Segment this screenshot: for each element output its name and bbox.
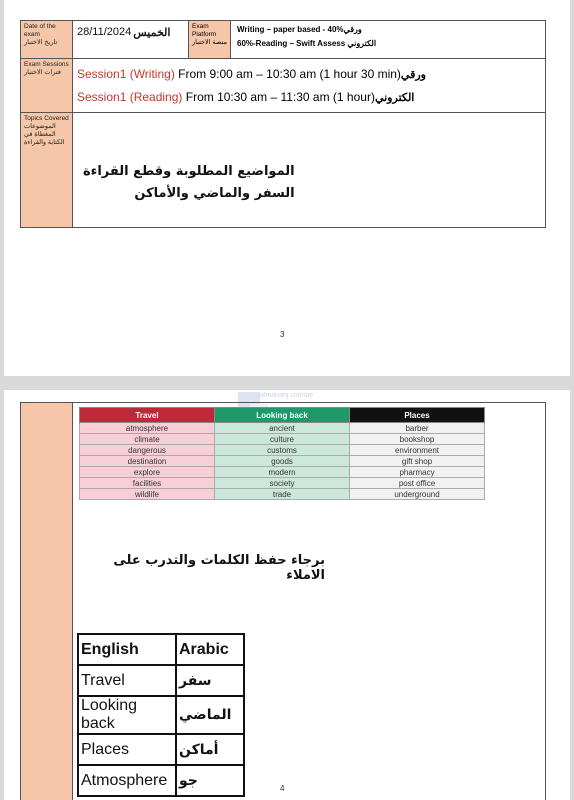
page-4 bbox=[4, 390, 570, 800]
vocab-section bbox=[20, 402, 546, 800]
memorize-note: برجاء حفظ الكلمات والتدرب على الاملاء bbox=[113, 553, 325, 583]
table-row bbox=[80, 489, 485, 500]
table-row bbox=[78, 765, 244, 796]
date-day: الخميس bbox=[133, 27, 171, 39]
page-number-3: 3 bbox=[280, 330, 285, 339]
vocab-cell: dangerous bbox=[80, 445, 215, 456]
vocab-cell: goods bbox=[215, 456, 350, 467]
vocab-cell: pharmacy bbox=[350, 467, 485, 478]
vocab-cell: environment bbox=[350, 445, 485, 456]
translation-header-row bbox=[78, 634, 244, 665]
translation-table bbox=[77, 633, 245, 797]
vocab-cell: atmosphere bbox=[80, 423, 215, 434]
date-label bbox=[21, 21, 73, 58]
vocab-header-looking-back: Looking back bbox=[215, 408, 350, 423]
date-label-en: Date of the exam bbox=[24, 23, 56, 38]
translation-english: Atmosphere bbox=[78, 765, 176, 796]
page-number-4: 4 bbox=[280, 784, 285, 793]
session-reading-name: Session1 (Reading) bbox=[77, 90, 183, 104]
translation-header-arabic: Arabic bbox=[176, 634, 244, 665]
vocab-cell: underground bbox=[350, 489, 485, 500]
translation-arabic: جو bbox=[176, 765, 244, 796]
translation-header-english: English bbox=[78, 634, 176, 665]
table-row bbox=[78, 734, 244, 765]
topics-label-ar: الموضوعات المغطاة في الكتابة والقراءة bbox=[24, 123, 65, 146]
vocab-header-travel: Travel bbox=[80, 408, 215, 423]
vocab-cell: post office bbox=[350, 478, 485, 489]
table-row bbox=[80, 478, 485, 489]
session-writing-mode: ورقي bbox=[400, 69, 426, 81]
table-row bbox=[78, 696, 244, 734]
vocab-cell: ancient bbox=[215, 423, 350, 434]
table-row bbox=[80, 445, 485, 456]
sessions-label bbox=[21, 59, 73, 112]
table-row bbox=[78, 665, 244, 696]
platform-line-2: 60%-Reading – Swift Assess الكتروني bbox=[237, 39, 377, 48]
date-label-ar: تاريخ الاختبار bbox=[24, 39, 58, 46]
platform-label-en: Exam Platform bbox=[192, 23, 217, 38]
table-row bbox=[80, 456, 485, 467]
vocab-cell: society bbox=[215, 478, 350, 489]
topics-line-2: السفر والماضي والأماكن bbox=[134, 186, 295, 201]
vocab-cell: destination bbox=[80, 456, 215, 467]
vocab-table bbox=[79, 407, 485, 500]
vocab-cell: customs bbox=[215, 445, 350, 456]
session-writing-time: From 9:00 am – 10:30 am (1 hour 30 min) bbox=[174, 67, 401, 81]
table-row bbox=[80, 434, 485, 445]
session-reading-mode: الكتروني bbox=[374, 92, 415, 104]
translation-english: Travel bbox=[78, 665, 176, 696]
translation-english: Looking back bbox=[78, 696, 176, 734]
table-row bbox=[80, 467, 485, 478]
vocab-cell: barber bbox=[350, 423, 485, 434]
table-row bbox=[80, 423, 485, 434]
session-writing-name: Session1 (Writing) bbox=[77, 67, 175, 81]
platform-value bbox=[231, 21, 545, 58]
platform-label-ar: منصة الاختبار bbox=[192, 39, 227, 46]
vocab-header-row bbox=[80, 408, 485, 423]
vocab-cell: climate bbox=[80, 434, 215, 445]
topics-line-1: المواضيع المطلوبة وقطع القراءة bbox=[83, 164, 295, 179]
date-value-cell bbox=[73, 21, 189, 58]
exam-info-table bbox=[20, 20, 546, 228]
session-writing bbox=[77, 63, 541, 86]
vocab-cell: facilities bbox=[80, 478, 215, 489]
topics-text bbox=[83, 161, 295, 205]
vocab-cell: trade bbox=[215, 489, 350, 500]
session-reading-time: From 10:30 am – 11:30 am (1 hour) bbox=[182, 90, 375, 104]
vocab-cell: bookshop bbox=[350, 434, 485, 445]
page-3 bbox=[4, 0, 570, 376]
vocab-cell: wildlife bbox=[80, 489, 215, 500]
translation-arabic: سفر bbox=[176, 665, 244, 696]
topics-row bbox=[21, 113, 545, 227]
vocab-side-column bbox=[21, 403, 73, 800]
sessions-value bbox=[73, 59, 545, 112]
topics-label bbox=[21, 113, 73, 227]
sessions-label-ar: فترات الاختبار bbox=[24, 69, 61, 76]
vocab-body bbox=[73, 403, 545, 800]
sessions-row bbox=[21, 59, 545, 113]
topics-value bbox=[73, 113, 545, 227]
sessions-label-en: Exam Sessions bbox=[24, 61, 69, 68]
translation-english: Places bbox=[78, 734, 176, 765]
date-row bbox=[21, 21, 545, 59]
date-value: 28/11/2024 bbox=[77, 26, 132, 38]
topics-label-en: Topics Covered bbox=[24, 115, 69, 122]
vocab-cell: explore bbox=[80, 467, 215, 478]
session-reading bbox=[77, 86, 541, 109]
translation-arabic: الماضي bbox=[176, 696, 244, 734]
watermark-text: almanahj.com/ae bbox=[260, 392, 314, 399]
translation-arabic: أماكن bbox=[176, 734, 244, 765]
vocab-header-places: Places bbox=[350, 408, 485, 423]
platform-label bbox=[189, 21, 231, 58]
vocab-cell: modern bbox=[215, 467, 350, 478]
vocab-cell: gift shop bbox=[350, 456, 485, 467]
platform-line-1: Writing – paper based - 40%ورقي bbox=[237, 25, 362, 34]
vocab-cell: culture bbox=[215, 434, 350, 445]
